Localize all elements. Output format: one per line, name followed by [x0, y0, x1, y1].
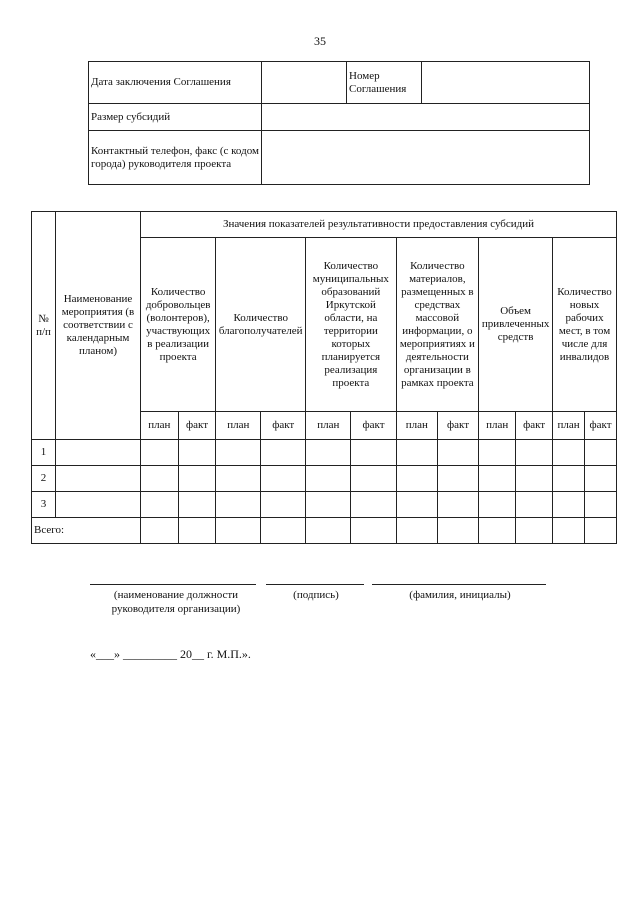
total-row: [32, 518, 617, 544]
sign-line: [266, 584, 364, 585]
contact-label: Контактный телефон, факс (с кодом города) руководителя проекта: [89, 131, 262, 185]
fact-header: факт: [351, 412, 396, 440]
total-label: Всего:: [32, 518, 141, 544]
row-number: 1: [32, 440, 56, 466]
plan-header: план: [141, 412, 179, 440]
number-label: Номер Соглашения: [347, 62, 422, 104]
position-line: [90, 584, 256, 585]
sign-caption: (подпись): [293, 589, 339, 601]
date-value: [262, 62, 347, 104]
number-value: [422, 62, 590, 104]
indicator-header: Количество благополучателей: [216, 238, 306, 412]
indicator-header: Количество муниципальных образований Иркутской области, на территории которых планируется реализация проекта: [306, 238, 396, 412]
indicators-table: [31, 211, 617, 544]
indicator-header: Объем привлеченных средств: [479, 238, 553, 412]
fact-header: факт: [261, 412, 306, 440]
plan-header: план: [479, 412, 516, 440]
row-number: 2: [32, 466, 56, 492]
contact-value: [262, 131, 590, 185]
subsidy-value: [262, 104, 590, 131]
plan-header: план: [553, 412, 585, 440]
table-row: [32, 440, 617, 466]
date-line: «___» _________ 20__ г. М.П.».: [90, 647, 251, 661]
fact-header: факт: [437, 412, 478, 440]
table-row: [32, 466, 617, 492]
name-caption: (фамилия, инициалы): [409, 589, 511, 601]
indicator-header: Количество новых рабочих мест, в том числе для инвалидов: [553, 238, 617, 412]
col-no-header: № п/п: [32, 212, 56, 440]
page-number: 35: [314, 34, 326, 48]
row-number: 3: [32, 492, 56, 518]
agreement-table: [88, 61, 590, 185]
group-header: Значения показателей результативности предоставления субсидий: [141, 212, 617, 238]
fact-header: факт: [516, 412, 553, 440]
position-caption: (наименование должности руководителя организации): [111, 589, 241, 615]
indicator-header: Количество материалов, размещенных в средствах массовой информации, о мероприятиях и деятельности организации в рамках проекта: [396, 238, 479, 412]
fact-header: факт: [178, 412, 216, 440]
name-line: [372, 584, 546, 585]
plan-header: план: [216, 412, 261, 440]
plan-header: план: [306, 412, 351, 440]
date-label: Дата заключения Соглашения: [89, 62, 262, 104]
fact-header: факт: [585, 412, 617, 440]
col-event-header: Наименование мероприятия (в соответствии с календарным планом): [56, 212, 141, 440]
indicator-header: Количество добровольцев (волонтеров), участвующих в реализации проекта: [141, 238, 216, 412]
subsidy-label: Размер субсидий: [89, 104, 262, 131]
plan-header: план: [396, 412, 437, 440]
table-row: [32, 492, 617, 518]
